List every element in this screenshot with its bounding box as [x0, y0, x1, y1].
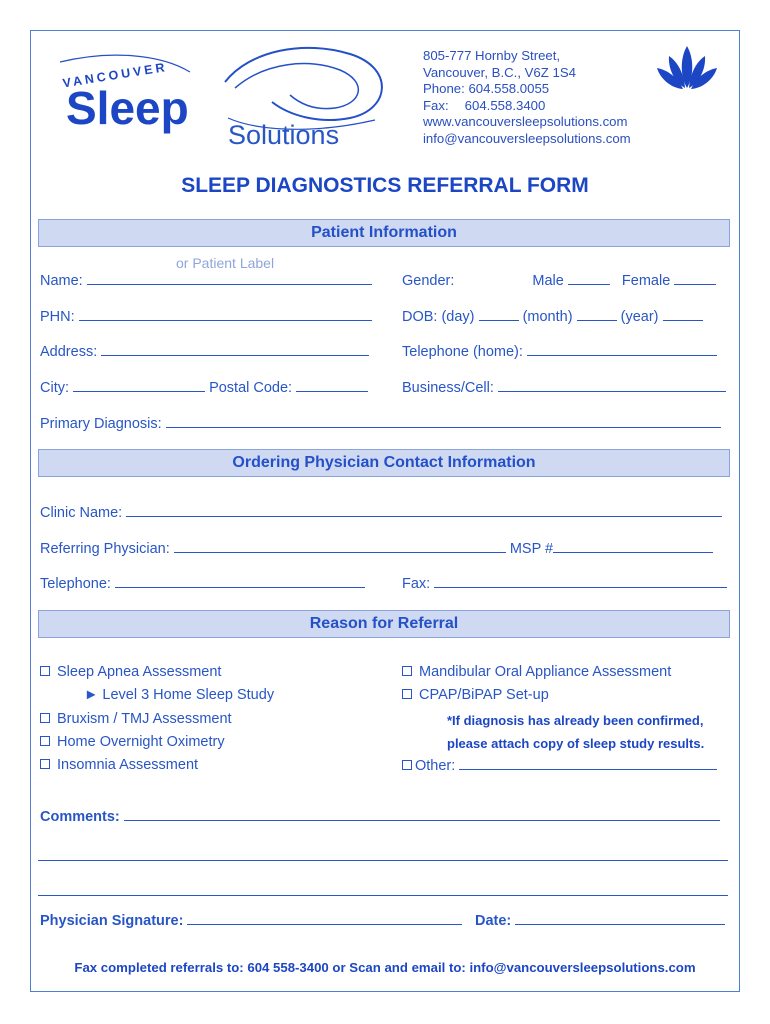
checkbox[interactable]	[402, 666, 412, 676]
phn-input[interactable]	[79, 319, 372, 321]
date-input[interactable]	[515, 923, 725, 925]
address-row: Address:	[40, 344, 369, 360]
dob-row: DOB: (day) (month) (year)	[402, 309, 703, 325]
reason-bruxism-tmj[interactable]: Bruxism / TMJ Assessment	[40, 711, 232, 727]
checkbox[interactable]	[402, 689, 412, 699]
clinic-name-row: Clinic Name:	[40, 505, 722, 521]
comments-input[interactable]	[124, 819, 720, 821]
comments-line-3[interactable]	[38, 895, 728, 896]
gender-row: Gender: Male Female	[402, 273, 716, 289]
referring-physician-row: Referring Physician: MSP #	[40, 541, 713, 557]
gender-female-input[interactable]	[674, 283, 716, 285]
physician-telephone-row: Telephone:	[40, 576, 365, 592]
reason-other: Other:	[402, 758, 717, 774]
checkbox[interactable]	[402, 760, 412, 770]
physician-fax-row: Fax:	[402, 576, 727, 592]
telephone-home-input[interactable]	[527, 354, 717, 356]
patient-name-row: Name:	[40, 273, 372, 289]
business-cell-input[interactable]	[498, 390, 726, 392]
physician-fax-input[interactable]	[434, 586, 727, 588]
address-input[interactable]	[101, 354, 369, 356]
primary-diagnosis-input[interactable]	[166, 426, 721, 428]
dob-day-input[interactable]	[479, 319, 519, 321]
logo-swoosh	[225, 48, 382, 120]
referring-physician-input[interactable]	[174, 551, 506, 553]
dob-year-input[interactable]	[663, 319, 703, 321]
phn-row: PHN:	[40, 309, 372, 325]
reason-other-input[interactable]	[459, 768, 717, 770]
lotus-icon	[656, 44, 718, 92]
signature-input[interactable]	[187, 923, 462, 925]
diagnosis-note-line-2: please attach copy of sleep study results.	[447, 736, 705, 751]
physician-telephone-input[interactable]	[115, 586, 365, 588]
comments-row: Comments:	[40, 809, 720, 825]
reason-level3-home-sleep-study: ► Level 3 Home Sleep Study	[84, 687, 275, 703]
patient-name-input[interactable]	[87, 283, 372, 285]
logo-vancouver-text: VANCOUVER	[61, 60, 169, 91]
city-postal-row: City: Postal Code:	[40, 380, 368, 396]
date-row: Date:	[475, 913, 725, 929]
footer-instructions: Fax completed referrals to: 604 558-3400 or Scan and email to: info@vancouversleepsolutions.com	[74, 960, 696, 975]
telephone-home-row: Telephone (home):	[402, 344, 717, 360]
reason-home-oximetry[interactable]: Home Overnight Oximetry	[40, 734, 225, 750]
reason-mandibular-appliance[interactable]: Mandibular Oral Appliance Assessment	[402, 664, 671, 680]
vancouver-sleep-solutions-logo	[50, 40, 390, 155]
primary-diagnosis-row: Primary Diagnosis:	[40, 416, 721, 432]
msp-input[interactable]	[553, 551, 713, 553]
contact-block	[423, 48, 631, 147]
reason-sleep-apnea[interactable]: Sleep Apnea Assessment	[40, 664, 221, 680]
address-line-2: Vancouver, B.C., V6Z 1S4	[423, 64, 576, 80]
form-title: SLEEP DIAGNOSTICS REFERRAL FORM	[181, 174, 589, 197]
postal-code-input[interactable]	[296, 390, 368, 392]
diagnosis-note-line-1: *If diagnosis has already been confirmed,	[447, 713, 704, 728]
gender-male-input[interactable]	[568, 283, 610, 285]
business-cell-row: Business/Cell:	[402, 380, 726, 396]
signature-row: Physician Signature:	[40, 913, 462, 929]
email-link[interactable]: info@vancouversleepsolutions.com	[423, 130, 631, 146]
section-physician-information: Ordering Physician Contact Information	[38, 449, 730, 477]
patient-label-hint: or Patient Label	[176, 255, 275, 271]
section-reason-for-referral: Reason for Referral	[38, 610, 730, 638]
checkbox[interactable]	[40, 666, 50, 676]
phone-line: Phone: 604.558.0055	[423, 81, 550, 96]
logo-sleep-text: Sleep	[66, 82, 189, 134]
address-line-1: 805-777 Hornby Street,	[423, 48, 561, 63]
city-input[interactable]	[73, 390, 205, 392]
comments-line-2[interactable]	[38, 860, 728, 861]
checkbox[interactable]	[40, 759, 50, 769]
checkbox[interactable]	[40, 736, 50, 746]
website-link[interactable]: www.vancouversleepsolutions.com	[423, 114, 628, 129]
section-patient-information: Patient Information	[38, 219, 730, 247]
reason-insomnia[interactable]: Insomnia Assessment	[40, 757, 198, 773]
checkbox[interactable]	[40, 713, 50, 723]
clinic-name-input[interactable]	[126, 515, 722, 517]
reason-cpap-bipap[interactable]: CPAP/BiPAP Set-up	[402, 687, 549, 703]
fax-line: Fax: 604.558.3400	[423, 97, 546, 113]
dob-month-input[interactable]	[577, 319, 617, 321]
logo-solutions-text: Solutions	[228, 120, 340, 150]
